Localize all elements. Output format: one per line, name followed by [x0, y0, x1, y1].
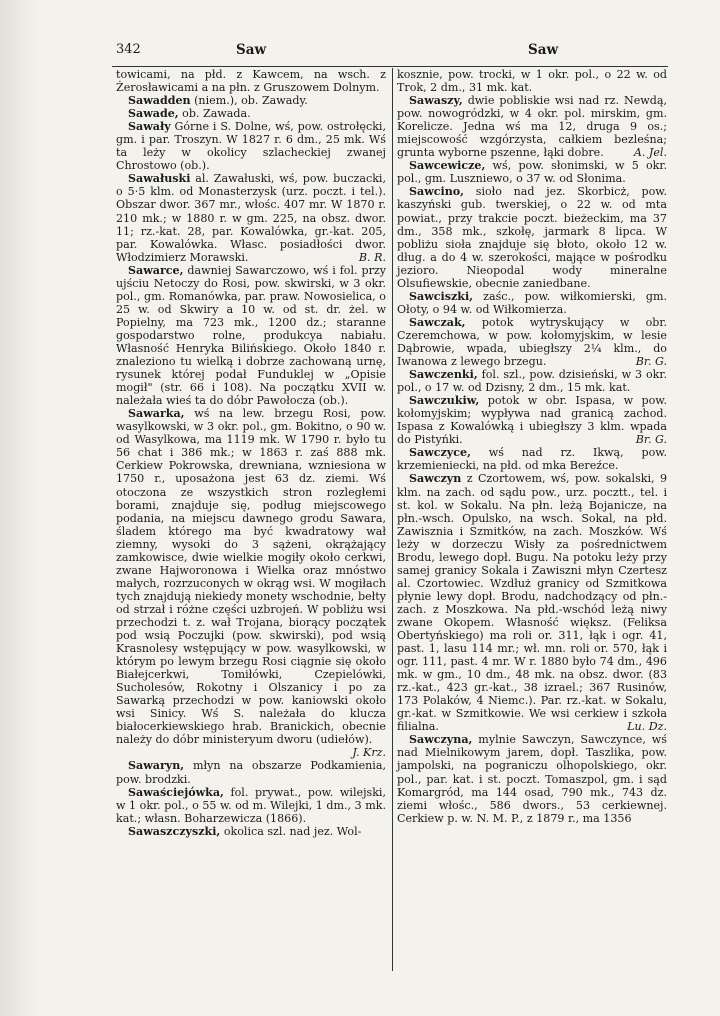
- entry-text: towicami, na płd. z Kawcem, na wsch. z Żerosławicami a na płn. z Gruszowem Dolnym.: [116, 68, 386, 95]
- dictionary-entry: [397, 472, 667, 733]
- entry-signature: A. Jel.: [633, 146, 667, 160]
- entry-headword: Sawczyna,: [409, 733, 473, 747]
- entry-headword: Sawciszki,: [409, 289, 474, 303]
- entry-text: fol. szl., pow. dzisieński, w 3 okr. pol., o 17 w. od Dzisny, 2 dm., 15 mk. kat.: [397, 368, 667, 395]
- dictionary-entry: [116, 264, 386, 408]
- dictionary-entry: [397, 733, 667, 824]
- dictionary-entry: [116, 759, 386, 785]
- entry-text: dwie pobliskie wsi nad rz. Newdą, pow. nowogródzki, w 4 okr. pol. mirskim, gm. Korelicze. Jedna wś ma 12, druga 9 os.; miejscowość wzgórzysta, całkiem bezleśna; grunta wyborne pszenne, łąki dobre.: [397, 94, 667, 160]
- entry-text: mylnie Sawczyn, Sawczynce, wś nad Mielnikowym jarem, dopł. Taszlika, pow. jampolski, na pograniczu olhopolskiego, okr. pol., par. kat. i st. poczt. Tomaszpol, gm. i sąd Komargród, ma 144 osad, 790 mk., 743 dz. ziemi włośc., 586 dwors., 53 cerkiewnej. Cerkiew p. w. N. M. P., z 1879 r., ma 1356: [397, 733, 667, 825]
- dictionary-entry: [397, 68, 667, 94]
- entry-signature: J. Krz.: [352, 746, 386, 760]
- entry-text: okolica szl. nad jez. Wol-: [223, 824, 362, 838]
- dictionary-entry: [397, 159, 667, 185]
- dictionary-entry: [397, 368, 667, 394]
- dictionary-entry: [116, 407, 386, 759]
- entry-headword: Sawały: [128, 120, 171, 134]
- dictionary-entry: [397, 290, 667, 316]
- entry-headword: Sawczyce,: [409, 446, 471, 460]
- entry-headword: Sawałuski: [128, 172, 191, 186]
- entry-text: z Czortowem, wś, pow. sokalski, 9 klm. na zach. od sądu pow., urz. pocztt., tel. i st. kol. w Sokalu. Na płn. leżą Bojanicze, na płn.-wsch. Opulsko, na wsch. Sokal, na płd. Zawisznia i Szmitków, na zach. Moszków. Wś leży w dorzeczu Wisły za pośrednictwem Brodu, lewego dopł. Bugu. Na potoku leży przy samej granicy Sokala i Zawiszni młyn Czertesz al. Czortowiec. Wzdłuż granicy od Szmitkowa płynie lewy dopł. Brodu, nadchodzący od płn.-zach. z Moszkowa. Na płd.-wschód leżą niwy zwane Okopem. Własność większ. (Feliksa Obertyńskiego) ma roli or. 311, łąk i ogr. 41, past. 1, lasu 114 mr.; wł. mn. roli or. 570, łąk i ogr. 111, past. 4 mr. W r. 1880 było 74 dm., 496 mk. w gm., 10 dm., 48 mk. na obsz. dwor. (83 rz.-kat., 423 gr.-kat., 38 izrael.; 367 Rusinów, 173 Polaków, 4 Niemc.). Par. rz.-kat. w Sokalu, gr.-kat. w Szmitkowie. We wsi cerkiew i szkoła filialna.: [397, 472, 668, 734]
- running-head-left: Saw: [236, 42, 267, 58]
- header-rule: [112, 66, 668, 67]
- dictionary-entry: [116, 786, 386, 825]
- dictionary-entry: [397, 446, 667, 472]
- entry-text: sioło nad jez. Skorbicż, pow. kaszyński gub. twerskiej, o 22 w. od mta powiat., przy trakcie poczt. bieżeckim, ma 37 dm., 358 mk., szkołę, jarmark 8 lipca. W pobliżu sioła znajduje się błoto, około 12 w. dług. a do 4 w. szerokości, mające w pośrodku jezioro. Nieopodal wody mineralne Olsufiewskie, obecnie zaniedbane.: [397, 185, 667, 290]
- entry-headword: Sawczyn: [409, 472, 462, 486]
- entry-headword: Sawaszczyszki,: [128, 824, 221, 838]
- entry-text: ob. Zawada.: [182, 107, 251, 121]
- running-head-right: Saw: [528, 42, 559, 58]
- entry-headword: Sawaszy,: [409, 94, 463, 108]
- dictionary-entry: [397, 316, 667, 368]
- entry-text: wś, pow. słonimski, w 5 okr. pol., gm. Luszniewo, o 37 w. od Słonima.: [397, 159, 667, 186]
- dictionary-entry: [397, 185, 667, 289]
- entry-headword: Sawaryn,: [128, 759, 185, 773]
- entry-text: dawniej Sawarczowo, wś i fol. przy ujściu Netoczy do Rosi, pow. skwirski, w 3 okr. pol., gm. Romanówka, par. praw. Nowosielica, o 25 w. od Skwiry a 10 w. od st. dr. żel. w Popielny, ma 723 mk., 1200 dz.; staranne gospodarstwo rolne, produkcya nabiału. Własność Henryka Bilińskiego. Około 1840 r. znaleziono tu wielką i dobrze zachowaną urnę, rysunek której podał Funduklej w „Opisie mogił" (str. 66 i 108). Na początku XVII w. należała wieś ta do dóbr Pawołocza (ob.).: [116, 263, 386, 408]
- dictionary-entry: [116, 825, 386, 838]
- entry-text: potok w obr. Ispasa, w pow. kołomyjskim; wypływa nad granicą zachod. Ispasa z Kowalówką i ubiegłszy 3 klm. wpada do Pistyńki.: [397, 394, 668, 447]
- entry-text: zaśc., pow. wiłkomierski, gm. Ołoty, o 94 w. od Wiłkomierza.: [397, 289, 667, 316]
- entry-headword: Sawaściejówka,: [128, 785, 224, 799]
- entry-headword: Sawade,: [128, 107, 179, 121]
- entry-headword: Sawarka,: [128, 407, 185, 421]
- entry-text: Górne i S. Dolne, wś, pow. ostrołęcki, gm. i par. Troszyn. W 1827 r. 6 dm., 25 mk. Wś ta leży w okolicy szlacheckiej zwanej Chrostowo (ob.).: [116, 120, 386, 173]
- dictionary-entry: [116, 94, 386, 107]
- right-column: [397, 68, 667, 825]
- dictionary-entry: [116, 172, 386, 263]
- dictionary-entry: [116, 120, 386, 172]
- column-divider: [392, 68, 393, 971]
- entry-headword: Sawcewicze,: [409, 159, 486, 173]
- entry-headword: Sawarce,: [128, 263, 184, 277]
- entry-text: al. Zawałuski, wś, pow. buczacki, o 5·5 klm. od Monasterzysk (urz. poczt. i tel.). Obszar dwor. 367 mr., włośc. 407 mr. W 1870 r. 210 mk.; w 1880 r. w gm. 225, na obsz. dwor. 11; rz.-kat. 28, par. Kowalówka, gr.-kat. 205, par. Kowalówka. Własc. posiadłości dwor. Włodzimierz Morawski.: [116, 172, 386, 264]
- dictionary-entry: [397, 394, 667, 446]
- entry-headword: Sawczak,: [409, 315, 466, 329]
- entry-text: młyn na obszarze Podkamienia, pow. brodzki.: [116, 759, 386, 786]
- entry-headword: Sawczenki,: [409, 368, 478, 382]
- dictionary-entry: [116, 107, 386, 120]
- entry-text: wś na lew. brzegu Rosi, pow. wasylkowski, w 3 okr. pol., gm. Bokitno, o 90 w. od Wasylkowa, ma 1119 mk. W 1790 r. było tu 56 chat i 386 mk.; w 1863 r. zaś 888 mk. Cerkiew Pokrowska, drewniana, wzniesiona w 1750 r., uposażona jest 63 dz. ziemi. Wś otoczona ze wszystkich stron rozległemi borami, znajduje się, podług miejscowego podania, na miejscu dawnego grodu Sawara, śladem którego ma być kwadratowy wał ziemny, wysoki do 3 sążeni, okrążający zamkowisce, dwie wielkie mogiły około cerkwi, zwane Hajworonowa i Wielka oraz mnóstwo małych, rozrzuconych w okrąg wsi. W mogiłach tych znajdują niekiedy monety wschodnie, bełty od strzał i różne części uzbrojeń. W pobliżu wsi przechodzi t. z. wał Trojana, biorący początek pod wsią Poczujki (pow. skwirski), pod wsią Krasnolesy wstępujący w pow. wasylkowski, w którym po lewym brzegu Rosi ciągnie się około Białejcerkwi, Tomiłówki, Czepielówki, Sucholesów, Rokotny i Olszanicy i po za Sawarką przechodzi w pow. kaniowski około wsi Sinicy. Wś S. należała do klucza białocerkiewskiego hrab. Branickich, obecnie należy do dóbr ministeryum dworu (udiełów).: [116, 407, 386, 747]
- entry-text: wś nad rz. Ikwą, pow. krzemieniecki, na płd. od mka Bereźce.: [397, 446, 667, 473]
- dictionary-entry: [397, 94, 667, 159]
- entry-text: kosznie, pow. trocki, w 1 okr. pol., o 22 w. od Trok, 2 dm., 31 mk. kat.: [397, 68, 667, 95]
- entry-signature: Br. G.: [635, 433, 667, 447]
- entry-text: (niem.), ob. Zawady.: [194, 94, 308, 108]
- entry-headword: Sawadden: [128, 94, 191, 108]
- page-number: 342: [116, 42, 141, 57]
- entry-signature: Lu. Dz.: [627, 720, 667, 734]
- scan-edge-shadow: [0, 0, 40, 1016]
- entry-text: fol. prywat., pow. wilejski, w 1 okr. pol., o 55 w. od m. Wilejki, 1 dm., 3 mk. kat.; własn. Boharzewicza (1866).: [116, 785, 386, 825]
- entry-text: potok wytryskujący w obr. Czeremchowa, w pow. kołomyjskim, w lesie Dąbrowie, wpada, ubiegłszy 2¼ klm., do Iwanowa z lewego brzegu.: [397, 315, 667, 369]
- left-column: [116, 68, 386, 838]
- entry-headword: Sawczukiw,: [409, 394, 480, 408]
- entry-signature: B. R.: [358, 250, 386, 264]
- dictionary-entry: [116, 68, 386, 94]
- entry-headword: Sawcino,: [409, 185, 465, 199]
- entry-signature: Br. G.: [635, 355, 667, 369]
